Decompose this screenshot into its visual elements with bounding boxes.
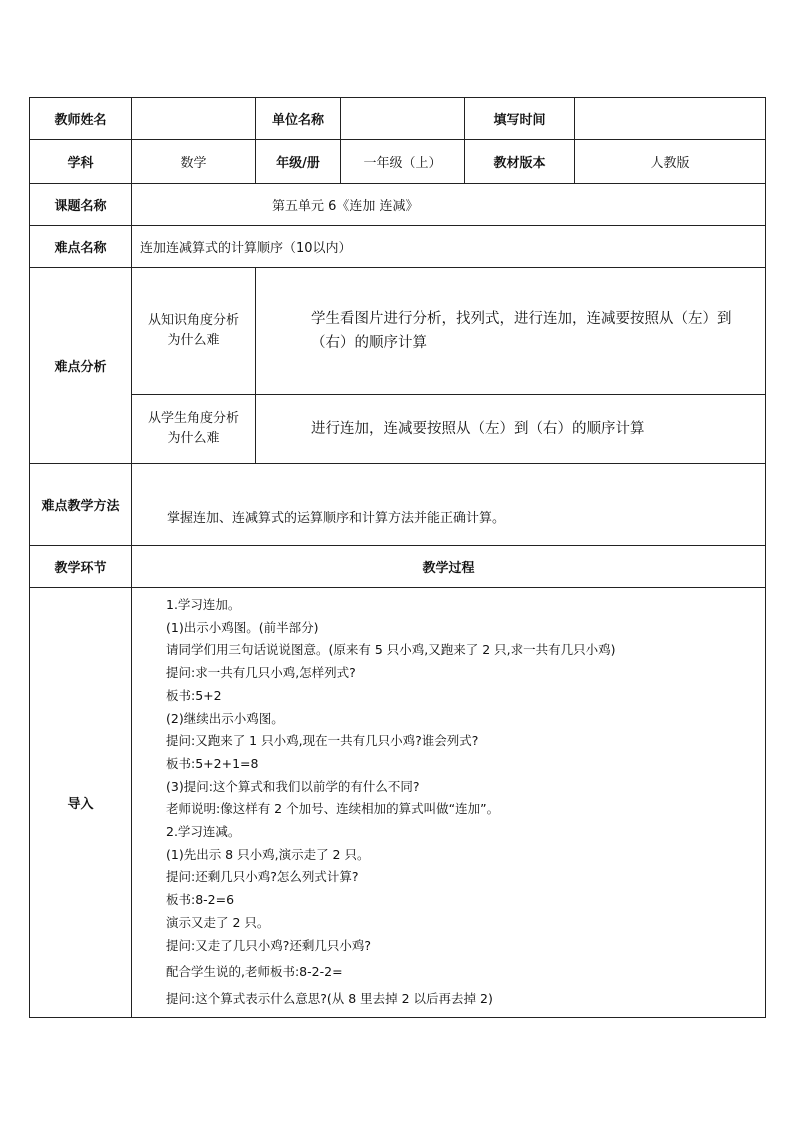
knowledge-angle-line-1: 从知识角度分析 — [147, 313, 239, 328]
process-line: 演示又走了 2 只。 — [166, 914, 270, 930]
method-row — [30, 464, 766, 546]
difficulty-value: 连加连减算式的计算顺序（10以内） — [132, 226, 766, 268]
process-line: (1)出示小鸡图。(前半部分) — [166, 619, 319, 635]
knowledge-analysis-text: 学生看图片进行分析，找列式，进行连加，连减要按照从（左）到（右）的顺序计算 — [256, 268, 766, 395]
student-angle-line-2: 为什么难 — [167, 431, 220, 446]
date-label: 填写时间 — [465, 98, 575, 140]
process-line: 提问:求一共有几只小鸡,怎样列式? — [166, 665, 356, 681]
subject-value: 数学 — [132, 140, 256, 184]
teacher-value[interactable] — [132, 98, 256, 140]
student-angle-line-1: 从学生角度分析 — [147, 411, 239, 426]
edition-label: 教材版本 — [465, 140, 575, 184]
difficulty-row — [30, 226, 766, 268]
stage-header: 教学环节 — [30, 546, 132, 588]
date-value[interactable] — [575, 98, 766, 140]
knowledge-angle-line-2: 为什么难 — [167, 333, 220, 348]
header-row-2 — [30, 140, 766, 184]
unit-label: 单位名称 — [256, 98, 341, 140]
student-angle-label — [132, 395, 256, 464]
process-line: 提问:又跑来了 1 只小鸡,现在一共有几只小鸡?谁会列式? — [166, 733, 479, 749]
intro-label: 导入 — [30, 588, 132, 1018]
unit-value[interactable] — [341, 98, 465, 140]
intro-process — [132, 588, 766, 1018]
difficulty-label: 难点名称 — [30, 226, 132, 268]
process-line: 提问:这个算式表示什么意思?(从 8 里去掉 2 以后再去掉 2) — [166, 990, 493, 1006]
header-row-1 — [30, 98, 766, 140]
edition-value: 人教版 — [575, 140, 766, 184]
process-line: 板书:8-2=6 — [166, 892, 235, 908]
process-line: 板书:5+2+1=8 — [166, 755, 259, 771]
process-line: 1.学习连加。 — [166, 597, 241, 612]
process-line: 板书:5+2 — [166, 687, 222, 703]
analysis-row-knowledge — [30, 268, 766, 395]
topic-value: 第五单元 6《连加 连减》 — [132, 184, 766, 226]
intro-row — [30, 588, 766, 1018]
analysis-row-student — [30, 395, 766, 464]
process-line: (1)先出示 8 只小鸡,演示走了 2 只。 — [166, 846, 370, 862]
process-line: 配合学生说的,老师板书:8-2-2= — [166, 964, 343, 980]
topic-row — [30, 184, 766, 226]
process-line: 提问:还剩几只小鸡?怎么列式计算? — [166, 869, 359, 885]
grade-value: 一年级（上） — [341, 140, 465, 184]
method-text: 掌握连加、连减算式的运算顺序和计算方法并能正确计算。 — [132, 464, 766, 546]
process-header-row — [30, 546, 766, 588]
lesson-plan-table — [29, 97, 766, 1018]
subject-label: 学科 — [30, 140, 132, 184]
method-label: 难点教学方法 — [30, 464, 132, 546]
process-line: 提问:又走了几只小鸡?还剩几只小鸡? — [166, 937, 371, 953]
process-line: (2)继续出示小鸡图。 — [166, 710, 284, 726]
process-line: 请同学们用三句话说说图意。(原来有 5 只小鸡,又跑来了 2 只,求一共有几只小鸡) — [166, 642, 616, 658]
topic-label: 课题名称 — [30, 184, 132, 226]
process-line: (3)提问:这个算式和我们以前学的有什么不同? — [166, 778, 420, 794]
process-line: 老师说明:像这样有 2 个加号、连续相加的算式叫做“连加”。 — [166, 801, 500, 817]
process-header: 教学过程 — [132, 546, 766, 588]
grade-label: 年级/册 — [256, 140, 341, 184]
analysis-label: 难点分析 — [30, 268, 132, 464]
process-line: 2.学习连减。 — [166, 824, 241, 840]
knowledge-angle-label — [132, 268, 256, 395]
student-analysis-text: 进行连加，连减要按照从（左）到（右）的顺序计算 — [256, 395, 766, 464]
teacher-label: 教师姓名 — [30, 98, 132, 140]
